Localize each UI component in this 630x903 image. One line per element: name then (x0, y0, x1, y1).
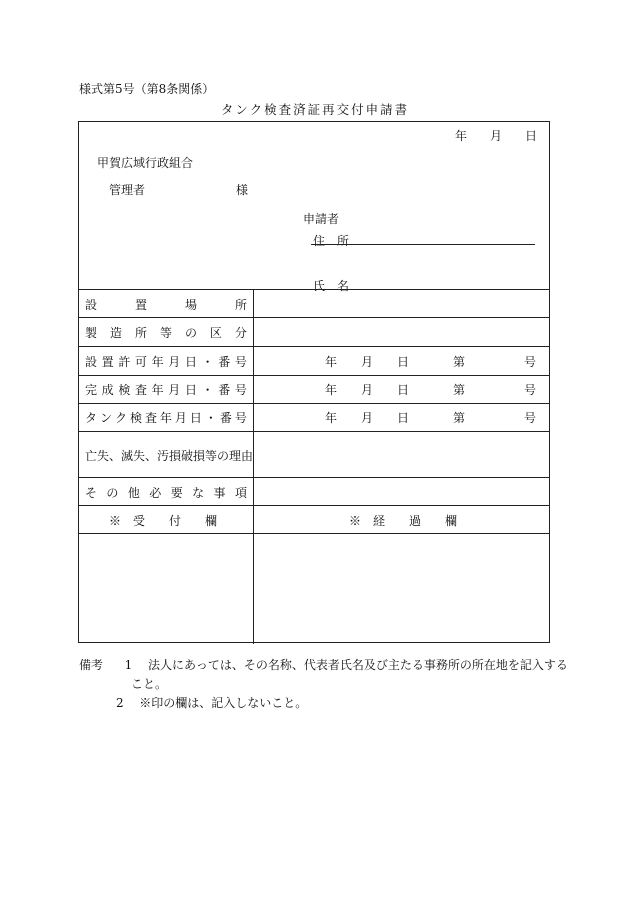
row-label-char: 日 (184, 355, 197, 369)
note-text: 法人にあっては、その名称、代表者氏名及び主たる事務所の所在地を記入する (147, 658, 568, 672)
row-label-char: 可 (134, 355, 147, 369)
row-divider (79, 289, 549, 290)
row-divider (79, 403, 549, 404)
row-divider (79, 375, 549, 376)
row-divider (79, 533, 549, 534)
applicant-label: 申請者 (303, 212, 340, 226)
row-label-char: 日 (189, 411, 202, 425)
note-text: ※印の欄は、記入しないこと。 (139, 696, 308, 710)
form-id: 様式第5号（第8条関係） (79, 82, 215, 96)
row-label-char: 査 (134, 383, 147, 397)
application-form (78, 121, 550, 643)
row-label-loss-reason: 亡失、滅失、汚損破損等の理由 (85, 449, 254, 463)
address-line (311, 244, 535, 245)
row-label-char: 置 (101, 355, 114, 369)
row-divider (79, 317, 549, 318)
row-label-tank-inspection-date (85, 409, 247, 426)
row-label-char: 項 (234, 486, 247, 500)
column-divider (253, 289, 254, 644)
row-label-char: 他 (127, 486, 140, 500)
row-label-completion-date (85, 381, 247, 398)
row-label-char: 月 (168, 355, 181, 369)
row-label-char: 許 (118, 355, 131, 369)
row-label-facility-class (85, 324, 247, 341)
form-title: タンク検査済証再交付申請書 (220, 102, 410, 117)
row-label-char: 所 (234, 298, 247, 312)
row-label-char: 号 (234, 383, 247, 397)
month-label: 月 (361, 383, 374, 397)
no-label: 第 (453, 383, 466, 397)
month-label: 月 (361, 411, 374, 425)
row-label-char: 必 (149, 486, 162, 500)
row-label-char: 検 (129, 411, 142, 425)
row-label-char: 造 (109, 326, 122, 340)
number-label: 号 (524, 383, 537, 397)
year-label: 年 (325, 355, 338, 369)
row-label-char: の (106, 486, 119, 500)
row-label-char: 等 (159, 326, 172, 340)
addressee: 甲賀広域行政組合 (97, 156, 194, 170)
row-label-char: 成 (101, 383, 114, 397)
row-label-char: 完 (85, 383, 98, 397)
row-label-char: 設 (85, 355, 98, 369)
name-label: 氏 名 (313, 279, 350, 293)
row-label-char: タ (85, 411, 98, 425)
reception-column-header: ※ 受 付 欄 (109, 514, 218, 528)
row-label-char: 年 (159, 411, 172, 425)
row-divider (79, 477, 549, 478)
note-item-2 (79, 694, 568, 713)
row-label-char: 年 (151, 355, 164, 369)
no-label: 第 (453, 355, 466, 369)
header-date-day: 日 (525, 129, 538, 143)
row-label-char: ・ (201, 355, 214, 369)
row-label-char: ・ (204, 411, 217, 425)
row-label-char: 日 (184, 383, 197, 397)
row-label-char: な (192, 486, 205, 500)
notes (79, 656, 568, 713)
row-label-installation-site (85, 296, 247, 313)
row-label-char: ク (114, 411, 127, 425)
year-label: 年 (325, 383, 338, 397)
day-label: 日 (397, 411, 410, 425)
row-label-char: 年 (151, 383, 164, 397)
row-label-char: 要 (170, 486, 183, 500)
progress-column-header: ※ 経 過 欄 (349, 514, 458, 528)
row-label-char: ・ (201, 383, 214, 397)
row-label-char: の (184, 326, 197, 340)
row-label-char: 番 (218, 355, 231, 369)
row-label-char: 号 (234, 411, 247, 425)
header-date-month: 月 (490, 129, 503, 143)
row-label-char: 製 (85, 326, 98, 340)
day-label: 日 (397, 383, 410, 397)
manager-label: 管理者 (109, 183, 146, 197)
row-label-char: 号 (234, 355, 247, 369)
row-label-char: 事 (213, 486, 226, 500)
row-label-char: 検 (118, 383, 131, 397)
no-label: 第 (453, 411, 466, 425)
note-item-1-continued (79, 675, 568, 694)
row-label-char: 区 (209, 326, 222, 340)
year-label: 年 (325, 411, 338, 425)
row-label-char: 月 (174, 411, 187, 425)
row-label-char: 番 (218, 383, 231, 397)
note-item-1 (79, 656, 568, 675)
notes-heading: 備考 (79, 658, 104, 672)
note-number: 2 (116, 696, 124, 710)
month-label: 月 (361, 355, 374, 369)
row-label-char: 場 (184, 298, 197, 312)
row-label-other-matters (85, 484, 247, 501)
row-label-char: 分 (234, 326, 247, 340)
row-label-permit-date (85, 353, 247, 370)
number-label: 号 (524, 355, 537, 369)
day-label: 日 (397, 355, 410, 369)
row-label-char: 番 (219, 411, 232, 425)
number-label: 号 (524, 411, 537, 425)
address-label: 住 所 (313, 234, 350, 248)
row-divider (79, 346, 549, 347)
row-label-char: 設 (85, 298, 98, 312)
row-label-char: ン (99, 411, 112, 425)
row-divider (79, 431, 549, 432)
note-number: 1 (124, 658, 133, 672)
row-divider (79, 505, 549, 506)
row-label-char: そ (85, 486, 98, 500)
row-label-char: 所 (134, 326, 147, 340)
honorific: 様 (236, 183, 249, 197)
row-label-char: 置 (134, 298, 147, 312)
row-label-char: 月 (168, 383, 181, 397)
note-text: こと。 (131, 677, 168, 691)
row-label-char: 査 (144, 411, 157, 425)
header-date-year: 年 (455, 129, 468, 143)
